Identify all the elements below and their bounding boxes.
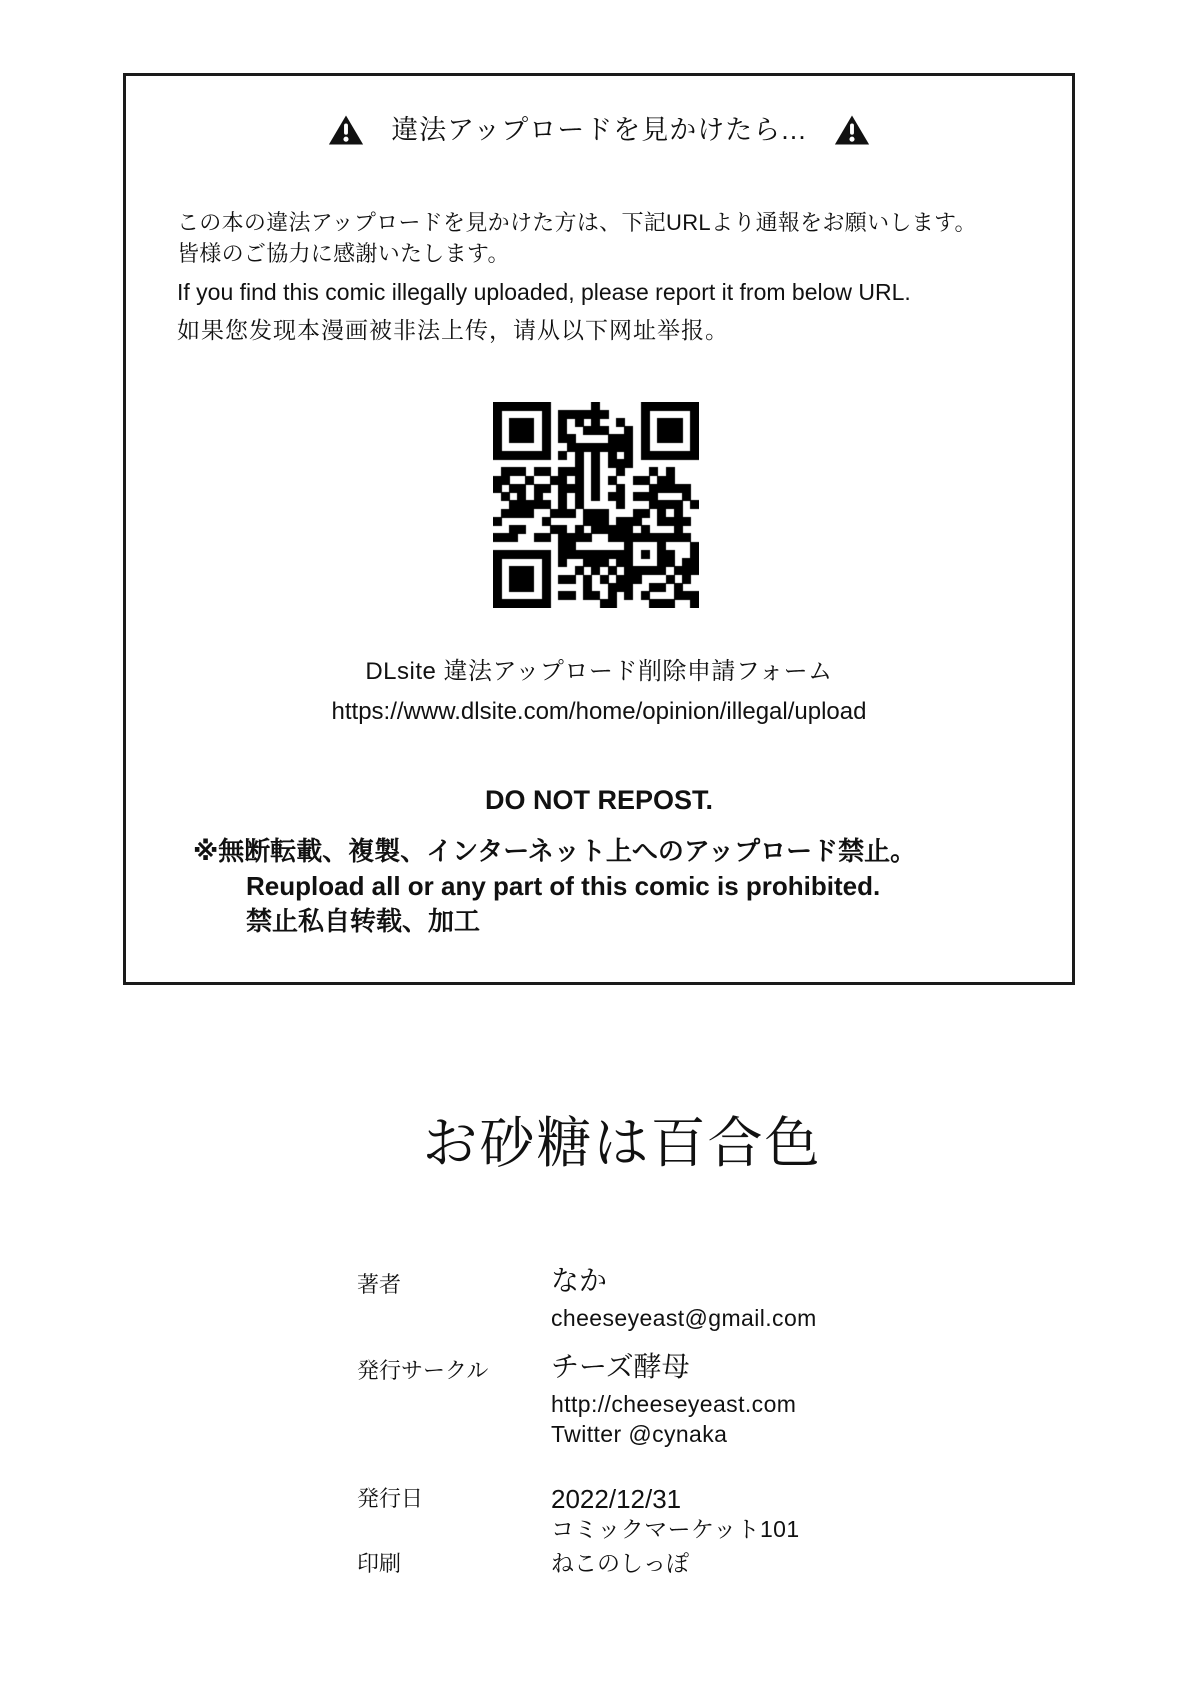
report-url: https://www.dlsite.com/home/opinion/illegal/upload xyxy=(331,698,867,725)
notice-text-ja-line1: この本の違法アップロードを見かけた方は、下記URLより通報をお願いします。 xyxy=(177,210,977,235)
credit-row-author xyxy=(357,1264,917,1333)
credit-values xyxy=(551,1264,917,1333)
repost-warning-line-zh: 禁止私自转载、加工 xyxy=(246,906,481,936)
qr-caption: DLsite 違法アップロード削除申請フォーム xyxy=(365,658,833,685)
repost-warning-line-ja: ※無断転載、複製、インターネット上へのアップロード禁止。 xyxy=(193,836,917,866)
credit-label: 発行日 xyxy=(357,1486,424,1511)
credit-row-printer xyxy=(357,1549,917,1577)
piracy-notice-box xyxy=(123,73,1075,985)
credit-value-sub: コミックマーケット101 xyxy=(551,1516,800,1542)
page-title: お砂糖は百合色 xyxy=(422,1112,822,1174)
credit-value-sub: cheeseyeast@gmail.com xyxy=(551,1305,817,1331)
do-not-repost-heading: DO NOT REPOST. xyxy=(484,785,714,815)
qr-code xyxy=(493,402,699,608)
credit-label: 発行サークル xyxy=(357,1358,489,1383)
notice-text-ja xyxy=(177,207,1037,269)
repost-warning-line-en: Reupload all or any part of this comic is prohibited. xyxy=(246,871,881,901)
credit-row-circle xyxy=(357,1350,917,1449)
credit-values xyxy=(551,1549,917,1577)
credit-value-main: チーズ酵母 xyxy=(551,1351,690,1382)
credit-values xyxy=(551,1350,917,1449)
qr-code-wrap xyxy=(493,402,699,608)
credit-value-sub: http://cheeseyeast.com xyxy=(551,1391,797,1417)
credit-label: 著者 xyxy=(357,1272,402,1297)
notice-header-title: 違法アップロードを見かけたら... xyxy=(391,115,807,145)
notice-header xyxy=(126,110,1072,150)
warning-triangle-icon xyxy=(328,114,364,146)
notice-text-zh: 如果您发现本漫画被非法上传，请从以下网址举报。 xyxy=(177,317,729,343)
credit-row-publish-date xyxy=(357,1484,917,1544)
credit-value-main: ねこのしっぽ xyxy=(551,1550,689,1576)
notice-text-ja-line2: 皆様のご協力に感謝いたします。 xyxy=(177,241,510,266)
warning-triangle-icon xyxy=(834,114,870,146)
credit-label: 印刷 xyxy=(357,1551,402,1576)
credit-value-sub: Twitter @cynaka xyxy=(551,1421,728,1447)
notice-text-en: If you find this comic illegally uploaded, please report it from below URL. xyxy=(177,279,911,305)
credit-value-main: なか xyxy=(551,1265,608,1296)
credit-values xyxy=(551,1484,917,1544)
repost-warning-block xyxy=(193,834,916,939)
credit-value-main: 2022/12/31 xyxy=(551,1484,682,1514)
